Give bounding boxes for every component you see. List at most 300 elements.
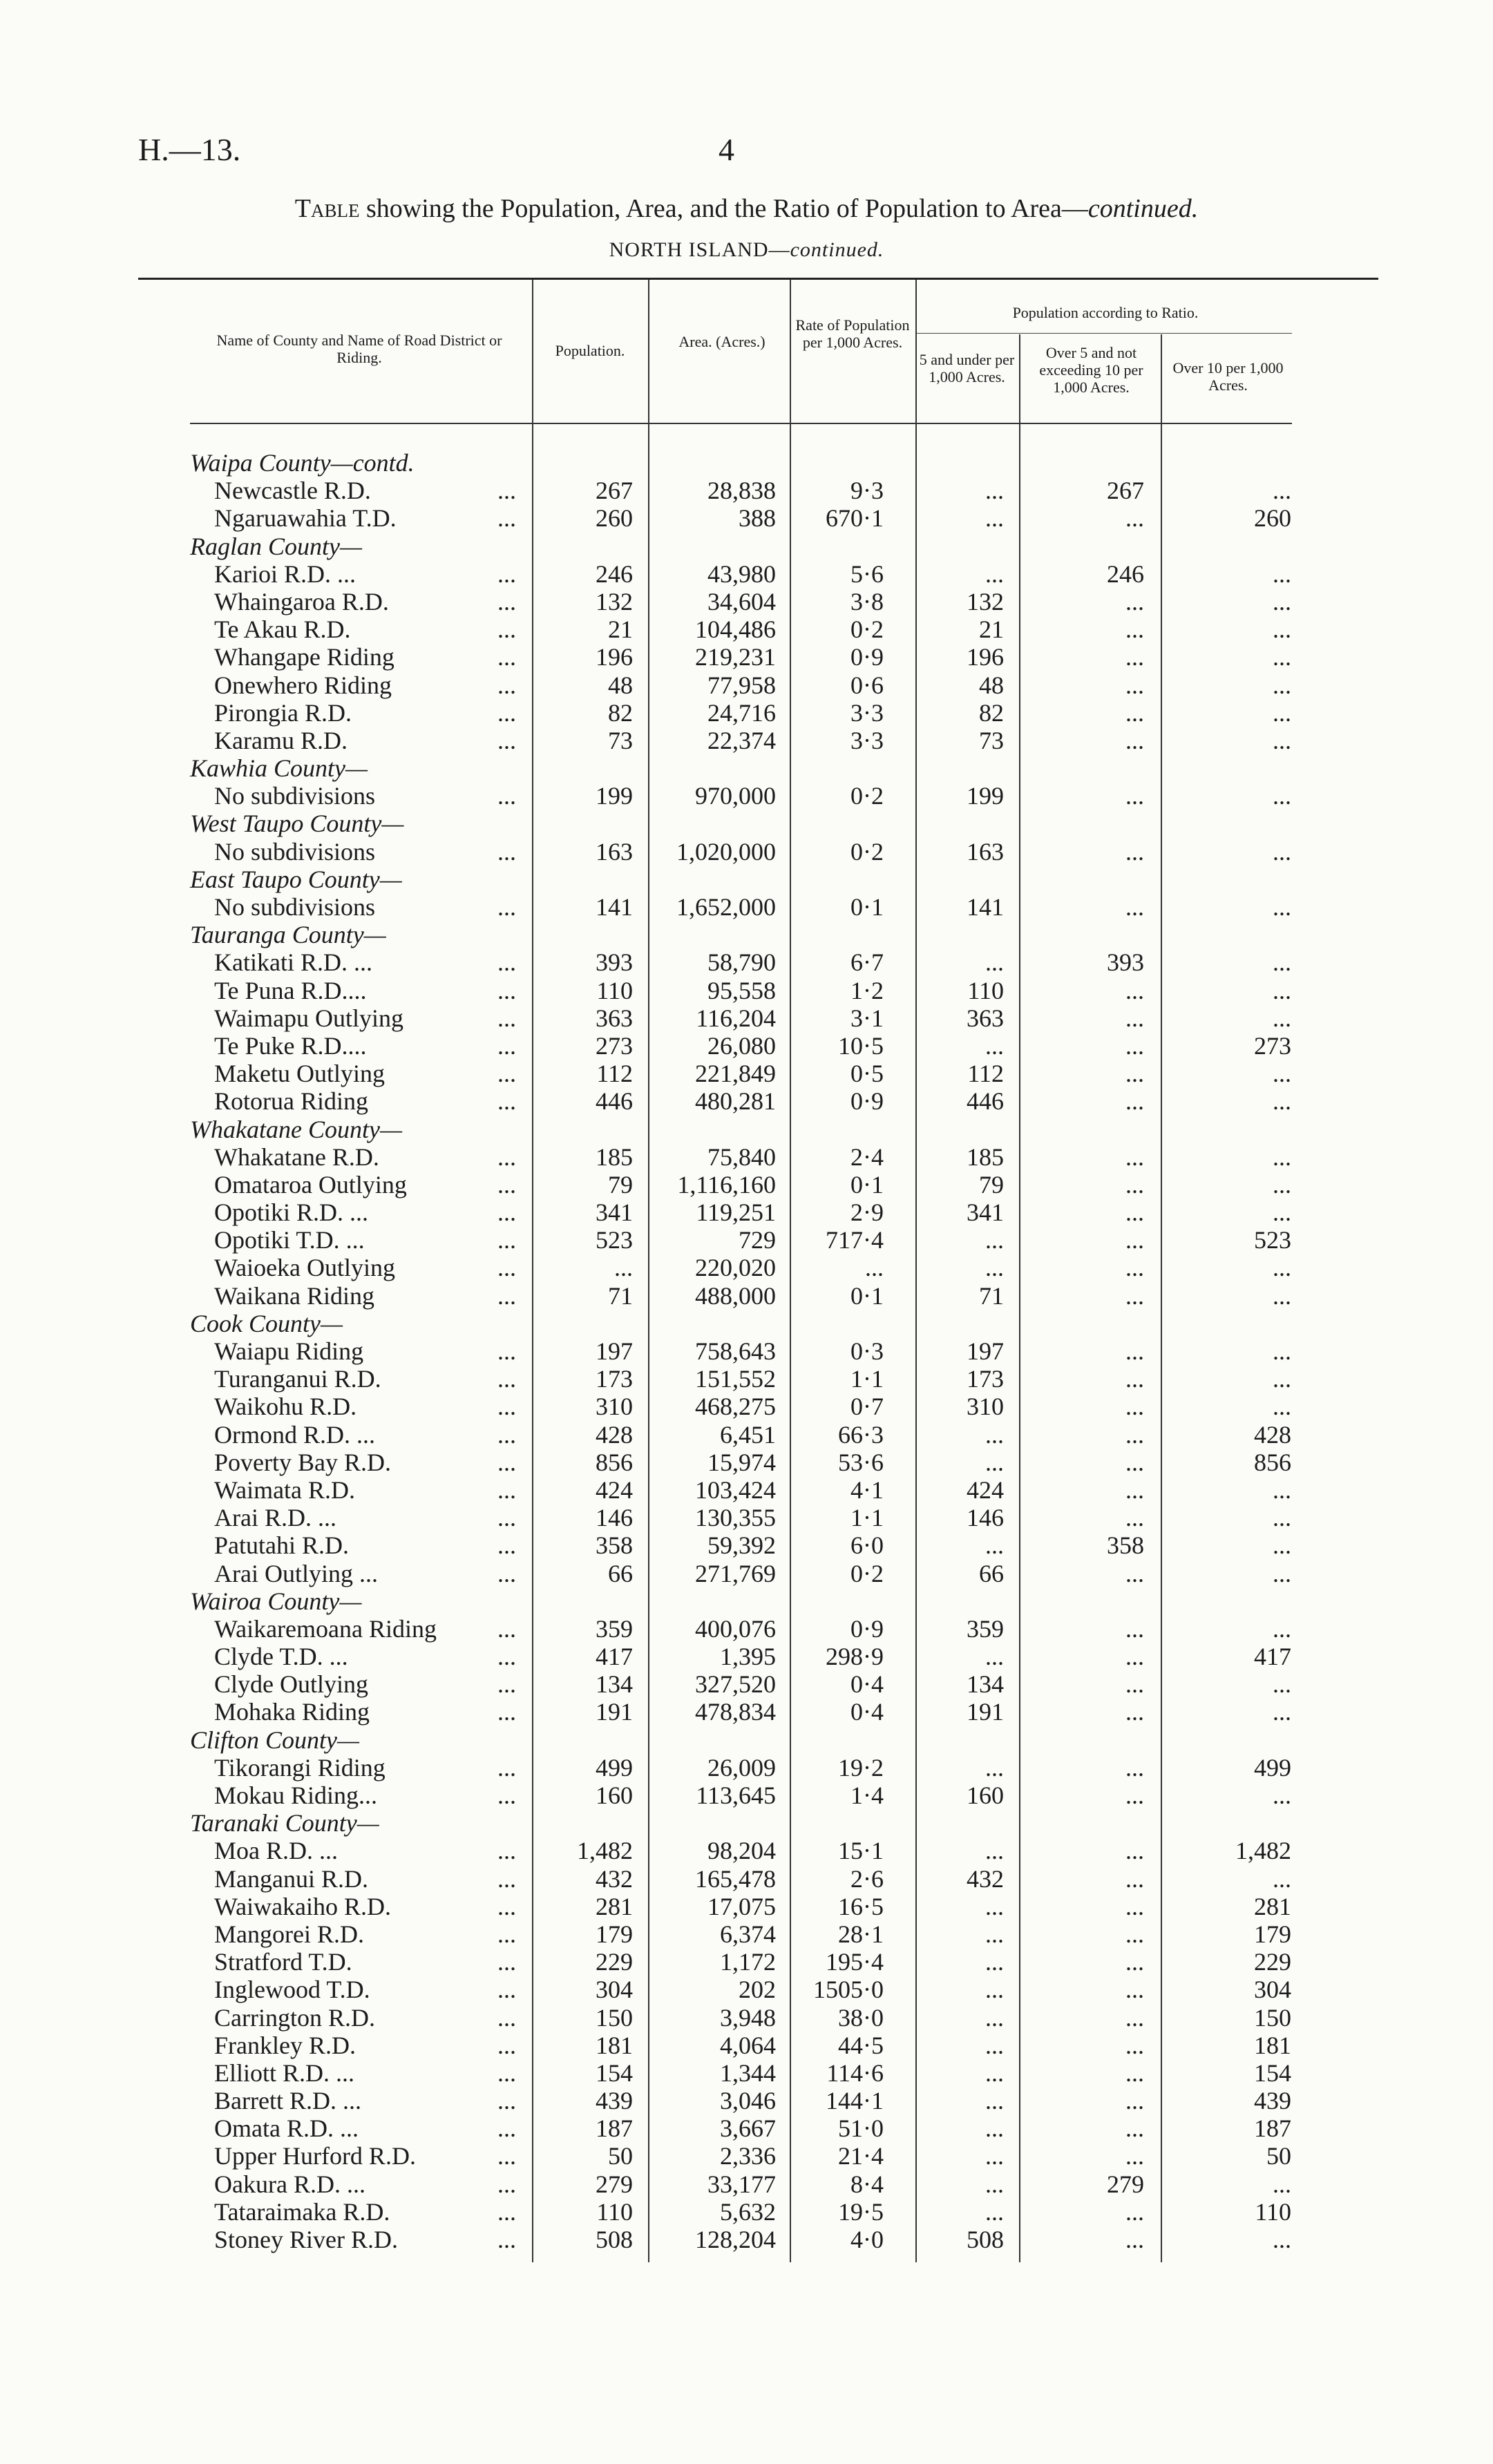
table-row: [0, 1254, 1493, 1281]
leader-dots: ...: [497, 1698, 516, 1726]
leader-dots: ...: [497, 1226, 516, 1254]
leader-dots: ...: [497, 1614, 516, 1643]
population-cell: 499: [596, 1753, 633, 1782]
district-name: Moa R.D. ...: [214, 1837, 338, 1865]
rate-cell: 66·3: [838, 1420, 884, 1449]
ratio-5-to-10-cell: ...: [1125, 1948, 1144, 1976]
top-rule: [138, 278, 1378, 280]
ratio-under-5-cell: 363: [967, 1004, 1004, 1032]
ratio-5-to-10-cell: ...: [1125, 2087, 1144, 2115]
ratio-5-to-10-cell: ...: [1125, 782, 1144, 810]
table-row: [0, 588, 1493, 615]
ratio-5-to-10-cell: ...: [1125, 1837, 1144, 1865]
rate-cell: 38·0: [838, 2003, 884, 2032]
rate-cell: 1505·0: [813, 1976, 884, 2004]
county-name: Kawhia County—: [190, 754, 368, 783]
area-cell: 58,790: [707, 948, 776, 977]
population-cell: 246: [596, 560, 633, 588]
area-cell: 119,251: [696, 1198, 776, 1227]
area-cell: 98,204: [707, 1837, 776, 1865]
leader-dots: ...: [497, 837, 516, 866]
header-ratio-over-10: Over 10 per 1,000 Acres.: [1172, 359, 1284, 394]
population-cell: 417: [596, 1643, 633, 1671]
rate-cell: 144·1: [826, 2087, 884, 2115]
county-heading-row: [0, 449, 1493, 477]
table-row: [0, 727, 1493, 754]
leader-dots: ...: [497, 1031, 516, 1060]
population-cell: 229: [596, 1948, 633, 1976]
ratio-5-to-10-cell: ...: [1125, 643, 1144, 671]
district-name: Waimapu Outlying: [214, 1004, 404, 1032]
population-cell: 341: [596, 1198, 633, 1227]
ratio-over-10-cell: 110: [1255, 2197, 1291, 2226]
area-cell: 3,046: [720, 2087, 776, 2115]
rate-cell: 6·7: [850, 948, 884, 977]
district-name: Waioeka Outlying: [214, 1254, 396, 1282]
ratio-5-to-10-cell: ...: [1125, 1976, 1144, 2004]
ratio-5-to-10-cell: 393: [1107, 948, 1144, 977]
leader-dots: ...: [497, 2170, 516, 2198]
leader-dots: ...: [497, 1393, 516, 1421]
rate-cell: 0·1: [850, 1170, 884, 1198]
ratio-over-10-cell: ...: [1273, 1698, 1291, 1726]
county-name: Tauranga County—: [190, 921, 386, 949]
table-row: [0, 1531, 1493, 1559]
area-cell: 327,520: [695, 1670, 776, 1699]
population-cell: 260: [596, 504, 633, 533]
rate-cell: 0·2: [850, 782, 884, 810]
ratio-under-5-cell: 146: [967, 1504, 1004, 1532]
ratio-5-to-10-cell: ...: [1125, 587, 1144, 615]
leader-dots: ...: [497, 1643, 516, 1671]
rate-cell: 51·0: [838, 2114, 884, 2143]
county-name: Whakatane County—: [190, 1115, 402, 1143]
table-row: [0, 477, 1493, 504]
area-cell: 2,336: [720, 2142, 776, 2170]
ratio-under-5-cell: 432: [967, 1864, 1004, 1893]
leader-dots: ...: [497, 1337, 516, 1365]
district-name: Manganui R.D.: [214, 1864, 368, 1893]
population-cell: 21: [608, 615, 633, 644]
district-name: Stratford T.D.: [214, 1948, 352, 1976]
district-name: Elliott R.D. ...: [214, 2059, 355, 2087]
area-cell: 1,344: [720, 2059, 776, 2087]
ratio-under-5-cell: ...: [985, 1837, 1004, 1865]
district-name: Stoney River R.D.: [214, 2226, 398, 2253]
header-rate: Rate of Population per 1,000 Acres.: [795, 316, 910, 351]
ratio-under-5-cell: 48: [979, 671, 1004, 699]
population-cell: 163: [596, 837, 633, 866]
leader-dots: ...: [497, 782, 516, 810]
population-cell: 134: [596, 1670, 633, 1699]
ratio-over-10-cell: ...: [1273, 643, 1291, 671]
ratio-under-5-cell: ...: [985, 2142, 1004, 2170]
rate-cell: 717·4: [826, 1226, 884, 1254]
district-name: Tikorangi Riding: [214, 1753, 386, 1782]
table-row: [0, 2004, 1493, 2032]
area-cell: 113,645: [696, 1782, 776, 1809]
ratio-5-to-10-cell: ...: [1125, 1031, 1144, 1060]
ratio-over-10-cell: ...: [1273, 671, 1291, 699]
leader-dots: ...: [497, 1060, 516, 1088]
population-cell: 439: [596, 2087, 633, 2115]
leader-dots: ...: [497, 698, 516, 727]
area-cell: 15,974: [707, 1448, 776, 1476]
ratio-5-to-10-cell: ...: [1125, 726, 1144, 754]
population-cell: 428: [596, 1420, 633, 1449]
ratio-over-10-cell: ...: [1273, 1170, 1291, 1198]
ratio-5-to-10-cell: 279: [1107, 2170, 1144, 2198]
ratio-5-to-10-cell: ...: [1125, 1087, 1144, 1116]
area-cell: 970,000: [695, 782, 776, 810]
ratio-under-5-cell: ...: [985, 1753, 1004, 1782]
population-cell: 73: [608, 726, 633, 754]
ratio-over-10-cell: ...: [1273, 1143, 1291, 1171]
table-row: [0, 1032, 1493, 1060]
district-name: Arai R.D. ...: [214, 1504, 336, 1532]
table-row: [0, 1143, 1493, 1171]
ratio-over-10-cell: ...: [1273, 726, 1291, 754]
district-name: Clyde T.D. ...: [214, 1643, 348, 1671]
rate-cell: 0·9: [850, 1614, 884, 1643]
title-text: showing the Population, Area, and the Ratio of Population to Area—: [359, 194, 1088, 223]
header-population: Population.: [555, 342, 625, 359]
rate-cell: 2·4: [850, 1143, 884, 1171]
ratio-5-to-10-cell: ...: [1125, 1281, 1144, 1310]
ratio-under-5-cell: 73: [979, 726, 1004, 754]
rate-cell: 1·4: [850, 1782, 884, 1809]
leader-dots: ...: [497, 1170, 516, 1198]
ratio-under-5-cell: 185: [967, 1143, 1004, 1171]
ratio-5-to-10-cell: ...: [1125, 1448, 1144, 1476]
table-subtitle: [0, 238, 1493, 262]
rate-cell: 8·4: [850, 2170, 884, 2198]
area-cell: 151,552: [695, 1365, 776, 1393]
area-cell: 95,558: [707, 976, 776, 1004]
district-name: No subdivisions: [214, 837, 376, 866]
title-lead: Table: [294, 194, 360, 223]
table-row: [0, 1337, 1493, 1365]
ratio-5-to-10-cell: ...: [1125, 893, 1144, 921]
county-heading-row: [0, 1116, 1493, 1143]
district-name: Patutahi R.D.: [214, 1531, 349, 1560]
leader-dots: ...: [497, 1365, 516, 1393]
ratio-5-to-10-cell: ...: [1125, 2226, 1144, 2253]
ratio-under-5-cell: 160: [967, 1782, 1004, 1809]
ratio-over-10-cell: ...: [1273, 976, 1291, 1004]
area-cell: 33,177: [707, 2170, 776, 2198]
ratio-under-5-cell: 82: [979, 698, 1004, 727]
ratio-under-5-cell: 359: [967, 1614, 1004, 1643]
ratio-under-5-cell: ...: [985, 1420, 1004, 1449]
table-row: [0, 1893, 1493, 1920]
population-cell: 173: [596, 1365, 633, 1393]
ratio-under-5-cell: ...: [985, 1976, 1004, 2004]
ratio-over-10-cell: ...: [1273, 893, 1291, 921]
district-name: Mokau Riding...: [214, 1782, 378, 1809]
ratio-over-10-cell: ...: [1273, 587, 1291, 615]
table-row: [0, 1920, 1493, 1948]
rate-cell: 0·4: [850, 1670, 884, 1699]
rate-cell: 5·6: [850, 560, 884, 588]
ratio-over-10-cell: ...: [1273, 1782, 1291, 1809]
ratio-over-10-cell: ...: [1273, 698, 1291, 727]
area-cell: 468,275: [695, 1393, 776, 1421]
leader-dots: ...: [497, 643, 516, 671]
ratio-5-to-10-cell: ...: [1125, 615, 1144, 644]
ratio-under-5-cell: ...: [985, 1920, 1004, 1948]
population-cell: 523: [596, 1226, 633, 1254]
header-ratio-5-to-10: Over 5 and not exceeding 10 per 1,000 Acres.: [1039, 344, 1143, 396]
area-cell: 28,838: [707, 477, 776, 505]
ratio-5-to-10-cell: ...: [1125, 1504, 1144, 1532]
population-cell: 359: [596, 1614, 633, 1643]
district-name: Turanganui R.D.: [214, 1365, 381, 1393]
area-cell: 3,948: [720, 2003, 776, 2032]
leader-dots: ...: [497, 1559, 516, 1587]
table-row: [0, 2032, 1493, 2059]
district-name: Inglewood T.D.: [214, 1976, 370, 2004]
table-row: [0, 1865, 1493, 1893]
table-row: [0, 1004, 1493, 1032]
ratio-over-10-cell: ...: [1273, 2170, 1291, 2198]
rate-cell: 0·5: [850, 1060, 884, 1088]
ratio-over-10-cell: 417: [1254, 1643, 1291, 1671]
leader-dots: ...: [497, 1281, 516, 1310]
table-row: [0, 1226, 1493, 1254]
ratio-over-10-cell: ...: [1273, 1087, 1291, 1116]
leader-dots: ...: [497, 1864, 516, 1893]
rate-cell: 670·1: [826, 504, 884, 533]
district-name: Whakatane R.D.: [214, 1143, 379, 1171]
leader-dots: ...: [497, 1948, 516, 1976]
ratio-under-5-cell: ...: [985, 1031, 1004, 1060]
area-cell: 116,204: [696, 1004, 776, 1032]
ratio-over-10-cell: ...: [1273, 2226, 1291, 2253]
table-row: [0, 893, 1493, 921]
leader-dots: ...: [497, 893, 516, 921]
district-name: Carrington R.D.: [214, 2003, 375, 2032]
ratio-over-10-cell: ...: [1273, 1504, 1291, 1532]
area-cell: 1,116,160: [677, 1170, 776, 1198]
area-cell: 34,604: [707, 587, 776, 615]
ratio-under-5-cell: 21: [979, 615, 1004, 644]
ratio-over-10-cell: 523: [1254, 1226, 1291, 1254]
area-cell: 400,076: [695, 1614, 776, 1643]
table-body: [0, 449, 1493, 2253]
rate-cell: 15·1: [838, 1837, 884, 1865]
ratio-5-to-10-cell: ...: [1125, 1698, 1144, 1726]
rate-cell: 4·0: [850, 2226, 884, 2253]
ratio-under-5-cell: ...: [985, 2197, 1004, 2226]
ratio-over-10-cell: ...: [1273, 1337, 1291, 1365]
area-cell: 1,020,000: [676, 837, 776, 866]
table-row: [0, 1754, 1493, 1782]
population-cell: 432: [596, 1864, 633, 1893]
rate-cell: 1·2: [850, 976, 884, 1004]
table-row: [0, 2170, 1493, 2198]
population-cell: 82: [608, 698, 633, 727]
header-area: Area. (Acres.): [678, 333, 765, 350]
rate-cell: 0·2: [850, 615, 884, 644]
table-row: [0, 1282, 1493, 1310]
ratio-5-to-10-cell: ...: [1125, 504, 1144, 533]
county-heading-row: [0, 1310, 1493, 1337]
ratio-over-10-cell: ...: [1273, 837, 1291, 866]
rate-cell: 0·9: [850, 1087, 884, 1116]
rate-cell: 19·5: [838, 2197, 884, 2226]
table-row: [0, 838, 1493, 866]
area-cell: 4,064: [720, 2031, 776, 2059]
ratio-5-to-10-cell: ...: [1125, 671, 1144, 699]
area-cell: 221,849: [695, 1060, 776, 1088]
population-cell: 279: [596, 2170, 633, 2198]
population-cell: 179: [596, 1920, 633, 1948]
ratio-over-10-cell: ...: [1273, 1393, 1291, 1421]
rate-cell: 19·2: [838, 1753, 884, 1782]
leader-dots: ...: [497, 1198, 516, 1227]
ratio-under-5-cell: ...: [985, 2170, 1004, 2198]
ratio-under-5-cell: 110: [967, 976, 1004, 1004]
table-row: [0, 2087, 1493, 2114]
ratio-under-5-cell: 197: [967, 1337, 1004, 1365]
table-title: [0, 193, 1493, 224]
page-number: 4: [719, 132, 734, 167]
population-cell: 110: [596, 2197, 633, 2226]
ratio-5-to-10-cell: ...: [1125, 1143, 1144, 1171]
district-name: Opotiki R.D. ...: [214, 1198, 369, 1227]
ratio-5-to-10-cell: ...: [1125, 1614, 1144, 1643]
ratio-over-10-cell: ...: [1273, 1281, 1291, 1310]
population-cell: 185: [596, 1143, 633, 1171]
table-row: [0, 2114, 1493, 2142]
leader-dots: ...: [497, 587, 516, 615]
ratio-under-5-cell: ...: [985, 504, 1004, 533]
ratio-under-5-cell: ...: [985, 1531, 1004, 1560]
table-row: [0, 1393, 1493, 1420]
ratio-5-to-10-cell: ...: [1125, 1004, 1144, 1032]
ratio-under-5-cell: 163: [967, 837, 1004, 866]
district-name: Whaingaroa R.D.: [214, 587, 389, 615]
ratio-under-5-cell: ...: [985, 1254, 1004, 1282]
leader-dots: ...: [497, 1087, 516, 1116]
population-cell: 146: [596, 1504, 633, 1532]
rate-cell: ...: [865, 1254, 884, 1282]
ratio-under-5-cell: ...: [985, 1448, 1004, 1476]
table-row: [0, 1504, 1493, 1531]
county-heading-row: [0, 866, 1493, 893]
ratio-under-5-cell: ...: [985, 2087, 1004, 2115]
ratio-over-10-cell: 304: [1254, 1976, 1291, 2004]
ratio-span-rule: [915, 333, 1292, 334]
table-row: [0, 615, 1493, 643]
ratio-5-to-10-cell: ...: [1125, 1782, 1144, 1809]
rate-cell: 114·6: [826, 2059, 884, 2087]
ratio-over-10-cell: ...: [1273, 1475, 1291, 1504]
table-row: [0, 1560, 1493, 1587]
ratio-5-to-10-cell: ...: [1125, 2059, 1144, 2087]
population-cell: 1,482: [577, 1837, 633, 1865]
ratio-over-10-cell: ...: [1273, 1365, 1291, 1393]
population-cell: 446: [596, 1087, 633, 1116]
ratio-5-to-10-cell: ...: [1125, 1475, 1144, 1504]
title-continued: continued.: [1087, 194, 1199, 223]
district-name: Newcastle R.D.: [214, 477, 371, 505]
table-row: [0, 948, 1493, 976]
ratio-over-10-cell: ...: [1273, 1060, 1291, 1088]
area-cell: 43,980: [707, 560, 776, 588]
county-heading-row: [0, 1809, 1493, 1837]
ratio-under-5-cell: ...: [985, 1226, 1004, 1254]
ratio-over-10-cell: 150: [1254, 2003, 1291, 2032]
leader-dots: ...: [497, 1892, 516, 1920]
rate-cell: 44·5: [838, 2031, 884, 2059]
subtitle-continued: continued.: [790, 238, 884, 261]
leader-dots: ...: [497, 2031, 516, 2059]
table-row: [0, 1948, 1493, 1976]
county-name: Waipa County—contd.: [190, 449, 415, 477]
leader-dots: ...: [497, 1143, 516, 1171]
county-heading-row: [0, 1587, 1493, 1615]
rate-cell: 4·1: [850, 1475, 884, 1504]
population-cell: 181: [596, 2031, 633, 2059]
ratio-over-10-cell: ...: [1273, 477, 1291, 505]
leader-dots: ...: [497, 1837, 516, 1865]
population-cell: 150: [596, 2003, 633, 2032]
population-cell: 187: [596, 2114, 633, 2143]
ratio-5-to-10-cell: ...: [1125, 1559, 1144, 1587]
district-name: No subdivisions: [214, 893, 376, 921]
district-name: No subdivisions: [214, 782, 376, 810]
ratio-under-5-cell: 79: [979, 1170, 1004, 1198]
leader-dots: ...: [497, 1976, 516, 2004]
county-name: West Taupo County—: [190, 810, 404, 838]
ratio-5-to-10-cell: ...: [1125, 1365, 1144, 1393]
table-row: [0, 782, 1493, 810]
leader-dots: ...: [497, 2226, 516, 2253]
ratio-5-to-10-cell: ...: [1125, 2142, 1144, 2170]
ratio-under-5-cell: ...: [985, 2114, 1004, 2143]
ratio-over-10-cell: 856: [1254, 1448, 1291, 1476]
ratio-over-10-cell: 229: [1254, 1948, 1291, 1976]
ratio-over-10-cell: 439: [1254, 2087, 1291, 2115]
district-name: Waikana Riding: [214, 1281, 375, 1310]
ratio-5-to-10-cell: ...: [1125, 1643, 1144, 1671]
subtitle-island: NORTH ISLAND—: [609, 238, 790, 261]
area-cell: 220,020: [695, 1254, 776, 1282]
leader-dots: ...: [497, 948, 516, 977]
area-cell: 128,204: [695, 2226, 776, 2253]
leader-dots: ...: [497, 1004, 516, 1032]
population-cell: 196: [596, 643, 633, 671]
ratio-5-to-10-cell: ...: [1125, 837, 1144, 866]
ratio-over-10-cell: 428: [1254, 1420, 1291, 1449]
ratio-under-5-cell: 71: [979, 1281, 1004, 1310]
rate-cell: 0·3: [850, 1337, 884, 1365]
district-name: Pirongia R.D.: [214, 698, 352, 727]
ratio-5-to-10-cell: ...: [1125, 1420, 1144, 1449]
rate-cell: 0·4: [850, 1698, 884, 1726]
ratio-5-to-10-cell: ...: [1125, 1393, 1144, 1421]
table-row: [0, 1449, 1493, 1476]
ratio-5-to-10-cell: ...: [1125, 1170, 1144, 1198]
rate-cell: 28·1: [838, 1920, 884, 1948]
leader-dots: ...: [497, 1670, 516, 1699]
ratio-5-to-10-cell: ...: [1125, 1753, 1144, 1782]
ratio-over-10-cell: 273: [1254, 1031, 1291, 1060]
rate-cell: 3·3: [850, 698, 884, 727]
leader-dots: ...: [497, 1475, 516, 1504]
